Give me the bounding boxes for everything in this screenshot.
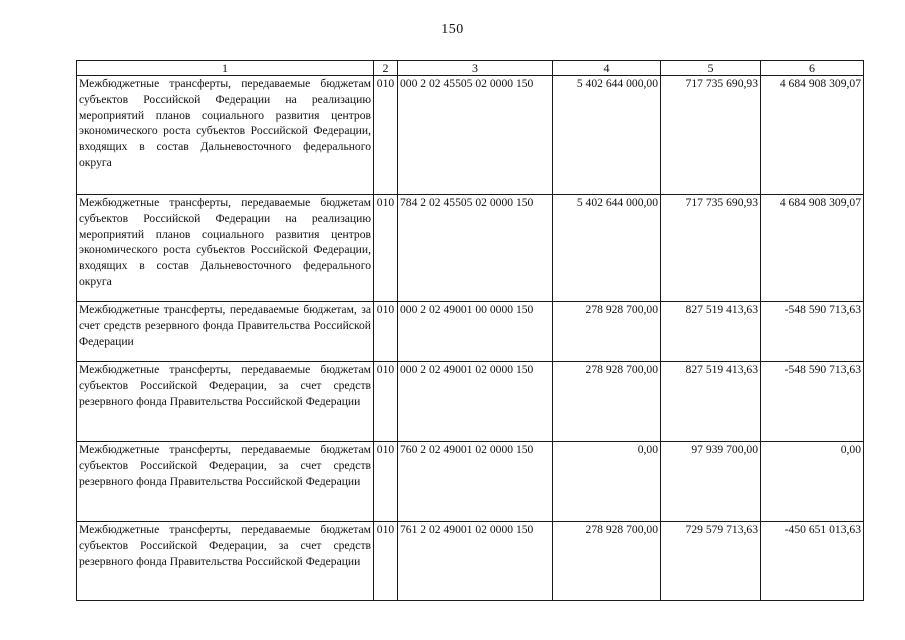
row-approved-amount: 5 402 644 000,00: [553, 195, 661, 302]
budget-table: [76, 60, 864, 601]
column-header: 4: [553, 61, 661, 76]
row-unexecuted-amount: 4 684 908 309,07: [761, 195, 864, 302]
row-executed-amount: 827 519 413,63: [661, 302, 761, 362]
row-unexecuted-amount: -450 651 013,63: [761, 522, 864, 601]
row-executed-amount: 717 735 690,93: [661, 76, 761, 195]
row-kbk: 000 2 02 49001 00 0000 150: [398, 302, 553, 362]
row-unexecuted-amount: 0,00: [761, 442, 864, 522]
row-unexecuted-amount: -548 590 713,63: [761, 302, 864, 362]
row-code: 010: [374, 362, 398, 442]
row-kbk: 000 2 02 49001 02 0000 150: [398, 362, 553, 442]
column-header: 6: [761, 61, 864, 76]
table-header-row: [77, 61, 864, 76]
table-row: [77, 362, 864, 442]
row-executed-amount: 97 939 700,00: [661, 442, 761, 522]
table-row: [77, 442, 864, 522]
table-row: [77, 302, 864, 362]
row-description: Межбюджетные трансферты, передаваемые бюджетам субъектов Российской Федерации, за счет средств резервного фонда Правительства Российской Федерации: [77, 442, 374, 522]
row-unexecuted-amount: -548 590 713,63: [761, 362, 864, 442]
row-executed-amount: 717 735 690,93: [661, 195, 761, 302]
row-approved-amount: 278 928 700,00: [553, 302, 661, 362]
row-executed-amount: 827 519 413,63: [661, 362, 761, 442]
row-kbk: 784 2 02 45505 02 0000 150: [398, 195, 553, 302]
row-description: Межбюджетные трансферты, передаваемые бюджетам субъектов Российской Федерации, за счет средств резервного фонда Правительства Российской Федерации: [77, 522, 374, 601]
row-description: Межбюджетные трансферты, передаваемые бюджетам субъектов Российской Федерации на реализацию мероприятий планов социального развития центров экономического роста субъектов Российской Федерации, входящих в состав Дальневосточного федерального округа: [77, 76, 374, 195]
column-header: 3: [398, 61, 553, 76]
row-description: Межбюджетные трансферты, передаваемые бюджетам, за счет средств резервного фонда Правительства Российской Федерации: [77, 302, 374, 362]
table-row: [77, 76, 864, 195]
row-executed-amount: 729 579 713,63: [661, 522, 761, 601]
row-code: 010: [374, 442, 398, 522]
row-code: 010: [374, 195, 398, 302]
table-row: [77, 522, 864, 601]
row-kbk: 000 2 02 45505 02 0000 150: [398, 76, 553, 195]
row-kbk: 761 2 02 49001 02 0000 150: [398, 522, 553, 601]
row-description: Межбюджетные трансферты, передаваемые бюджетам субъектов Российской Федерации, за счет средств резервного фонда Правительства Российской Федерации: [77, 362, 374, 442]
row-description: Межбюджетные трансферты, передаваемые бюджетам субъектов Российской Федерации на реализацию мероприятий планов социального развития центров экономического роста субъектов Российской Федерации, входящих в состав Дальневосточного федерального округа: [77, 195, 374, 302]
row-approved-amount: 0,00: [553, 442, 661, 522]
row-approved-amount: 5 402 644 000,00: [553, 76, 661, 195]
row-kbk: 760 2 02 49001 02 0000 150: [398, 442, 553, 522]
row-code: 010: [374, 522, 398, 601]
column-header: 5: [661, 61, 761, 76]
row-unexecuted-amount: 4 684 908 309,07: [761, 76, 864, 195]
row-approved-amount: 278 928 700,00: [553, 522, 661, 601]
column-header: 1: [77, 61, 374, 76]
row-code: 010: [374, 76, 398, 195]
row-code: 010: [374, 302, 398, 362]
column-header: 2: [374, 61, 398, 76]
row-approved-amount: 278 928 700,00: [553, 362, 661, 442]
page-number: 150: [441, 22, 464, 37]
table-row: [77, 195, 864, 302]
